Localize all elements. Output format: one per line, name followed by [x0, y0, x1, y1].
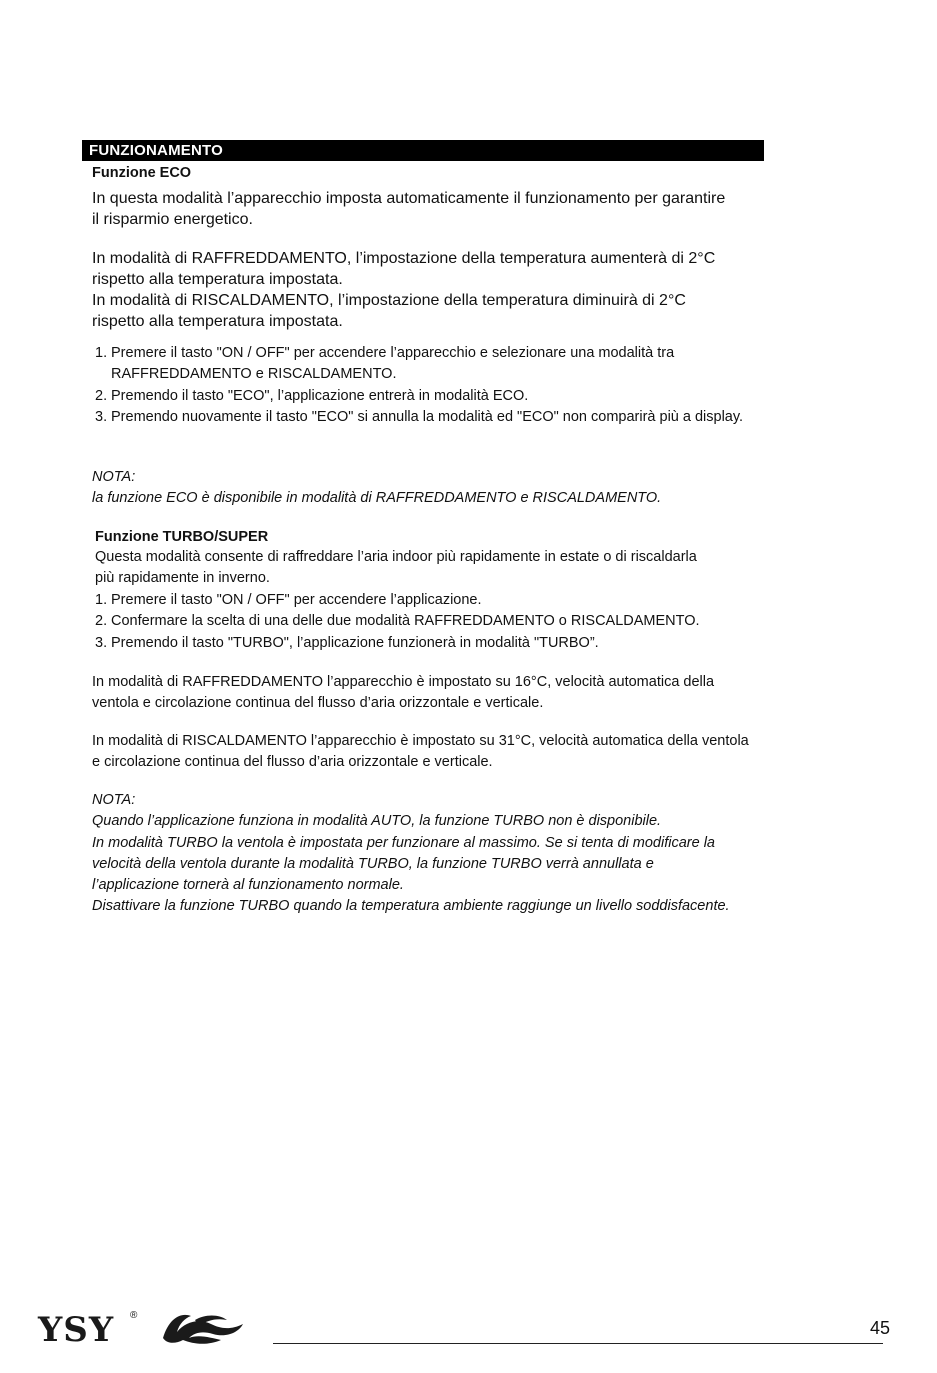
- step-number: 2.: [95, 387, 108, 404]
- turbo-heating-paragraph: In modalità di RISCALDAMENTO l’apparecchio è impostato su 31°C, velocità automatica della ventola e circolazione continua del flusso d’aria orizzontale e verticale.: [92, 733, 749, 771]
- page-number: 45: [870, 1318, 891, 1338]
- footer-divider: [273, 1343, 883, 1344]
- eco-step: [92, 386, 752, 407]
- eco-cooling-line-2: rispetto alla temperatura impostata.: [92, 271, 343, 288]
- turbo-heading: Funzione TURBO/SUPER: [95, 529, 269, 545]
- turbo-note-line: In modalità TURBO la ventola è impostata per funzionare al massimo. Se si tenta di modificare la velocità della ventola durante la modalità TURBO, la funzione TURBO verrà annullata e l’applicazione tornerà al funzionamento normale.: [92, 834, 715, 894]
- step-text: Confermare la scelta di una delle due modalità RAFFREDDAMENTO o RISCALDAMENTO.: [111, 613, 700, 630]
- eco-intro: In questa modalità l’apparecchio imposta automaticamente il funzionamento per garantire il risparmio energetico.: [92, 190, 726, 228]
- brand-logo: [38, 1304, 258, 1354]
- eco-heating-line-1: In modalità di RISCALDAMENTO, l’impostazione della temperatura diminuirà di 2°C: [92, 292, 686, 309]
- turbo-step: [92, 611, 772, 632]
- turbo-note-line: Quando l’applicazione funziona in modalità AUTO, la funzione TURBO non è disponibile.: [92, 813, 662, 830]
- turbo-step: [92, 633, 772, 654]
- step-text: Premere il tasto "ON / OFF" per accendere l’apparecchio e selezionare una modalità tra RAFFREDDAMENTO e RISCALDAMENTO.: [111, 345, 675, 383]
- wave-logo-icon: [155, 1308, 255, 1348]
- step-text: Premendo nuovamente il tasto "ECO" si annulla la modalità ed "ECO" non comparirà più a display.: [111, 408, 744, 425]
- eco-note-text: la funzione ECO è disponibile in modalità di RAFFREDDAMENTO e RISCALDAMENTO.: [92, 490, 662, 507]
- step-text: Premendo il tasto "ECO", l’applicazione entrerà in modalità ECO.: [111, 387, 529, 404]
- step-number: 2.: [95, 613, 108, 630]
- eco-cooling-line-1: In modalità di RAFFREDDAMENTO, l’impostazione della temperatura aumenterà di 2°C: [92, 250, 716, 267]
- eco-heading: Funzione ECO: [92, 165, 192, 181]
- turbo-note-line: Disattivare la funzione TURBO quando la temperatura ambiente raggiunge un livello soddisfacente.: [92, 898, 730, 915]
- eco-note: [92, 467, 772, 510]
- turbo-intro: Questa modalità consente di raffreddare l’aria indoor più rapidamente in estate o di riscaldarla più rapidamente in inverno.: [95, 549, 697, 587]
- step-number: 1.: [95, 592, 108, 608]
- turbo-step: [92, 590, 772, 611]
- registered-mark: ®: [130, 1310, 138, 1321]
- step-text: Premere il tasto "ON / OFF" per accendere l’applicazione.: [111, 592, 482, 608]
- eco-heating-line-2: rispetto alla temperatura impostata.: [92, 313, 343, 330]
- turbo-cooling-paragraph: In modalità di RAFFREDDAMENTO l’apparecchio è impostato su 16°C, velocità automatica della ventola e circolazione continua del flusso d’aria orizzontale e verticale.: [92, 674, 715, 712]
- eco-step: [92, 343, 752, 386]
- eco-step: [92, 407, 752, 428]
- step-number: 3.: [95, 408, 108, 425]
- turbo-steps-list: [92, 590, 772, 654]
- turbo-note: [92, 790, 732, 918]
- brand-name: YSY: [38, 1310, 115, 1350]
- eco-cooling-paragraph: [92, 248, 772, 332]
- turbo-note-label: NOTA:: [92, 792, 136, 808]
- section-title: FUNZIONAMENTO: [82, 140, 764, 161]
- step-number: 1.: [95, 345, 108, 361]
- step-text: Premendo il tasto "TURBO", l’applicazione funzionerà in modalità "TURBO”.: [111, 634, 599, 651]
- eco-note-label: NOTA:: [92, 469, 136, 485]
- step-number: 3.: [95, 634, 108, 651]
- eco-steps-list: [92, 343, 752, 428]
